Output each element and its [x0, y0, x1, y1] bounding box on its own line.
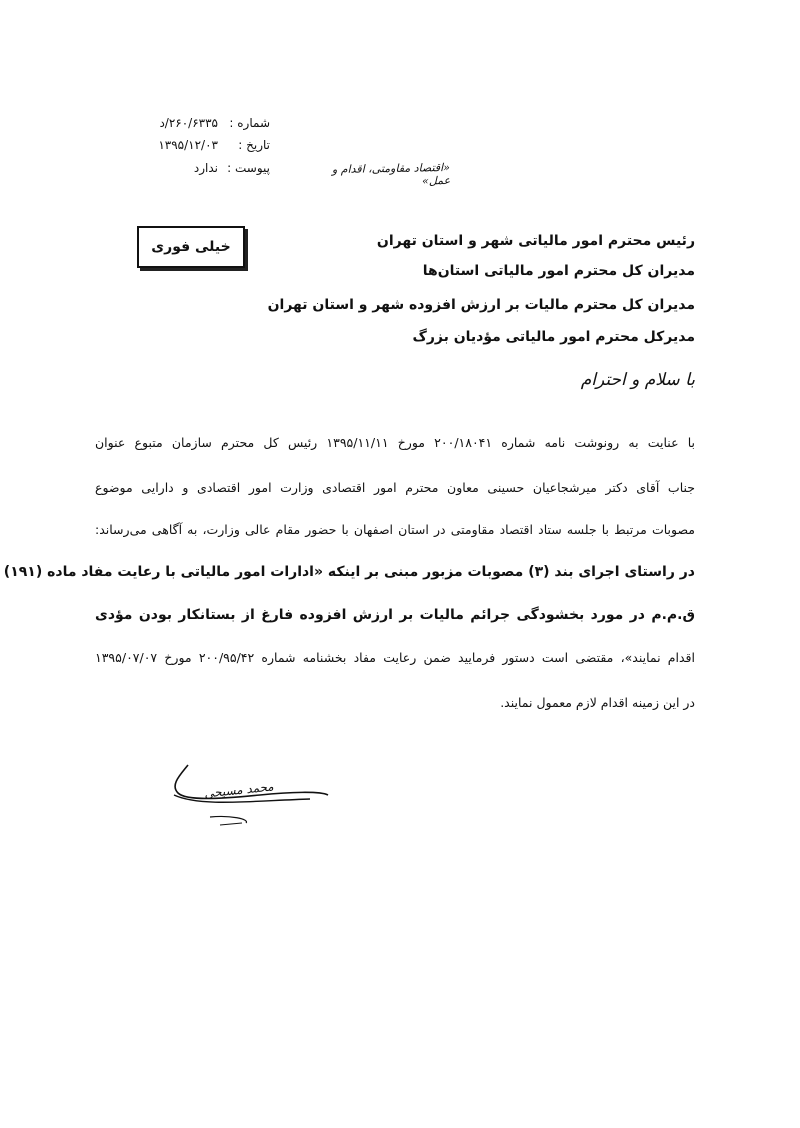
letter-attachment-label: پیوست :	[227, 161, 270, 175]
signature-name: محمد مسیحی	[203, 779, 275, 801]
recipient-line: مدیرکل محترم امور مالیاتی مؤدیان بزرگ	[412, 329, 695, 345]
body-line: اقدام نمایند»، مقتضی است دستور فرمایید ضمن رعایت مفاد بخشنامه شماره ۲۰۰/۹۵/۴۲ مورخ ۱۳۹۵/۰۷/۰۷	[95, 650, 695, 665]
letter-attachment: ندارد	[193, 161, 218, 175]
letter-date: ۱۳۹۵/۱۲/۰۳	[158, 138, 218, 152]
recipient-line: رئیس محترم امور مالیاتی شهر و استان تهران	[376, 233, 695, 249]
slogan: «اقتصاد مقاومتی، اقدام و عمل»	[331, 160, 451, 188]
body-line: جناب آقای دکتر میرشجاعیان حسینی معاون محترم امور اقتصادی وزارت امور اقتصادی و دارایی موضوع	[95, 480, 695, 495]
letter-number-label: شماره :	[229, 116, 270, 130]
greeting: با سلام و احترام	[580, 370, 695, 390]
letter-date-row	[120, 138, 270, 156]
body-line: در راستای اجرای بند (۳) مصوبات مزبور مبنی بر اینکه «ادارات امور مالیاتی با رعایت مفاد ماده (۱۹۱)	[3, 564, 695, 580]
letter-date-label: تاریخ :	[238, 138, 270, 152]
body-line: ق.م.م در مورد بخشودگی جرائم مالیات بر ارزش افزوده فارغ از بستانکار بودن مؤدی	[95, 607, 695, 623]
recipient-line: مدیران کل محترم مالیات بر ارزش افزوده شهر و استان تهران	[267, 297, 695, 313]
letter-number-row	[120, 116, 270, 134]
body-line: مصوبات مرتبط با جلسه ستاد اقتصاد مقاومتی در استان اصفهان با حضور مقام عالی وزارت، به آگاهی می‌رساند:	[95, 522, 695, 537]
body-line: در این زمینه اقدام لازم معمول نمایند.	[500, 695, 695, 710]
signature	[160, 755, 340, 835]
recipient-line: مدیران کل محترم امور مالیاتی استان‌ها	[422, 263, 695, 279]
letter-number: ۲۶۰/۶۳۳۵/د	[159, 116, 218, 130]
urgency-stamp: خیلی فوری	[137, 226, 245, 268]
letter-attachment-row	[120, 161, 270, 179]
body-line: با عنایت به رونوشت نامه شماره ۲۰۰/۱۸۰۴۱ مورخ ۱۳۹۵/۱۱/۱۱ رئیس کل محترم سازمان متبوع عنوان	[95, 435, 695, 450]
